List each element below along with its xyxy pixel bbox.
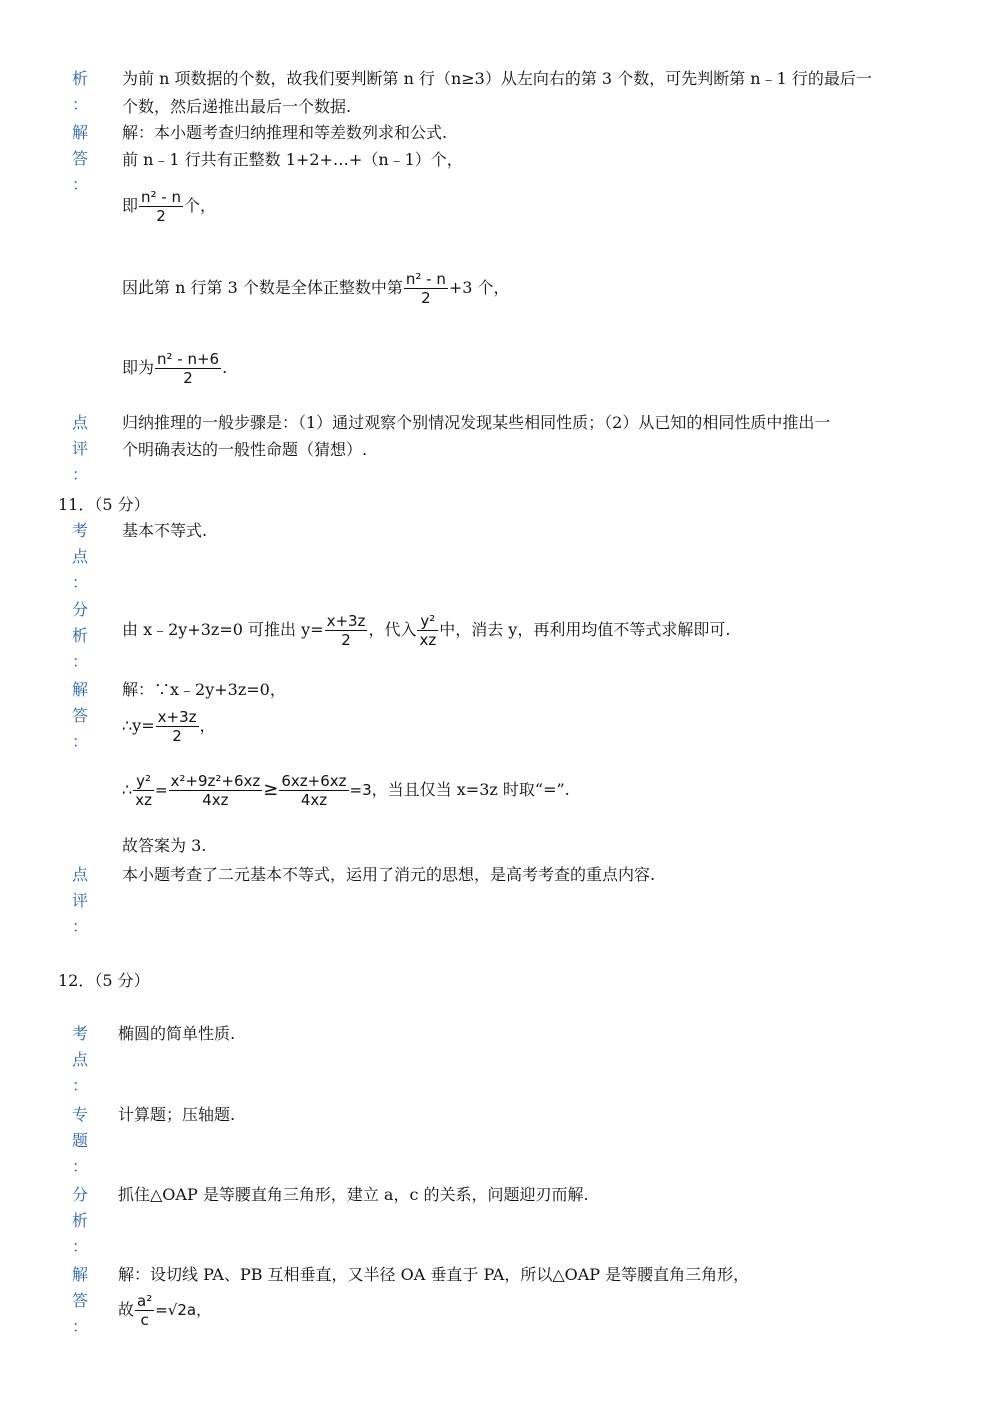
label-char: 分 [71,600,88,619]
fraction-denominator: 2 [183,369,193,387]
label-char: ： [71,95,88,114]
solution-label [70,120,90,198]
fraction-denominator: xz [419,631,437,649]
label-char: 评 [71,439,88,458]
fraction-numerator: y² [133,772,154,791]
q10-sol-line2: 前 n﹣1 行共有正整数 1+2+…+（n﹣1）个， [122,150,463,169]
text: +3 个， [448,278,510,297]
zhuanti-label [70,1102,90,1180]
kaodian-label [70,518,90,596]
fraction-numerator: n² - n+6 [157,350,220,368]
fraction [404,270,448,307]
fraction-numerator: y² [417,612,438,631]
label-char: 分 [71,1185,88,1204]
text: 中，消去 y，再利用均值不等式求解即可. [439,620,731,639]
fraction-denominator: 2 [172,727,182,745]
fraction-denominator: 2 [421,289,431,307]
label-char: 点 [71,865,88,884]
question-number: 12．（5 分） [58,971,150,990]
label-char: 析 [71,1211,88,1230]
q12-sol-line2 [118,1292,211,1329]
q12-analysis: 抓住△OAP 是等腰直角三角形，建立 a，c 的关系，问题迎刃而解. [118,1185,589,1204]
label-char: ： [71,1317,88,1336]
label-char: 解 [71,680,88,699]
q11-sol-line4: 故答案为 3. [122,836,207,855]
label-char: ： [71,573,88,592]
fraction-denominator: c [140,1311,149,1329]
question-number: 11．（5 分） [58,495,150,514]
text: 故 [118,1300,135,1319]
q10-sol-line3 [122,188,216,225]
q10-sol-line5 [122,350,227,387]
fraction [325,612,368,649]
q10-sol-line4 [122,270,510,307]
q10-comment-line1: 归纳推理的一般步骤是：（1）通过观察个别情况发现某些相同性质；（2）从已知的相同性质中推出一 [122,413,831,432]
label-char: 析 [71,69,88,88]
label-char: ： [71,1237,88,1256]
label-char: 点 [71,413,88,432]
q11-comment: 本小题考查了二元基本不等式，运用了消元的思想，是高考考查的重点内容. [122,865,656,884]
fraction-denominator: 2 [156,207,166,225]
text: ∴y= [122,716,155,735]
label-char: 析 [71,626,88,645]
fraction-numerator: 6xz+6xz [281,772,347,790]
label-char: 答 [71,149,88,168]
text: 个， [184,196,217,215]
text: ，代入 [368,620,417,639]
fraction [133,772,154,809]
analysis-label [70,66,90,118]
text: =3 [349,781,372,799]
fraction-denominator: 4xz [202,791,229,809]
analysis-label [70,597,90,675]
q10-sol-line1: 解：本小题考查归纳推理和等差数列求和公式. [122,123,448,142]
label-char: ： [71,1157,88,1176]
label-char: 点 [71,547,88,566]
label-char: ： [71,1076,88,1095]
text: ， [199,716,216,735]
fraction-numerator: x+3z [326,612,366,630]
label-char: 考 [71,1024,88,1043]
fraction-numerator: x²+9z²+6xz [170,772,261,790]
fraction-denominator: 4xz [300,791,328,809]
q12-sol-line1: 解：设切线 PA、PB 互相垂直，又半径 OA 垂直于 PA，所以△OAP 是等腰直角三角形， [118,1265,750,1284]
text: 由 x﹣2y+3z=0 可推出 y= [122,620,324,639]
text: 因此第 n 行第 3 个数是全体正整数中第 [122,278,403,297]
fraction [169,772,263,809]
fraction [139,188,183,225]
fraction-denominator: xz [135,791,152,809]
fraction [155,350,221,387]
label-char: 评 [71,891,88,910]
text: 即 [122,196,139,215]
comment-label [70,410,90,488]
q11-analysis [122,612,730,649]
label-char: 答 [71,1291,88,1310]
q12-kaodian: 椭圆的简单性质. [118,1024,236,1043]
label-char: ： [71,175,88,194]
fraction [135,1292,154,1329]
label-char: ： [71,652,88,671]
label-char: 题 [71,1131,88,1150]
label-char: 答 [71,706,88,725]
q11-sol-line3 [122,772,570,809]
fraction [156,708,199,745]
label-char: ： [71,917,88,936]
kaodian-label [70,1021,90,1099]
fraction [279,772,348,809]
label-char: ： [71,732,88,751]
q10-analysis-line1: 为前 n 项数据的个数，故我们要判断第 n 行（n≥3）从左向右的第 3 个数，可先判断第 n﹣1 行的最后一 [122,69,872,88]
q10-analysis-line2: 个数，然后递推出最后一个数据. [122,97,352,116]
text: =√2a， [155,1301,212,1319]
q11-kaodian: 基本不等式. [122,521,208,540]
fraction-denominator: 2 [341,631,351,649]
q11-sol-line1: 解：∵x﹣2y+3z=0， [122,680,286,699]
label-char: 点 [71,1050,88,1069]
fraction-numerator: x+3z [157,708,197,726]
text: = [154,781,168,799]
fraction [417,612,438,649]
label-char: 考 [71,521,88,540]
fraction-numerator: n² - n [141,188,181,206]
q12-zhuanti: 计算题；压轴题. [118,1105,236,1124]
solution-label [70,677,90,755]
label-char: 解 [71,123,88,142]
q10-comment-line2: 个明确表达的一般性命题（猜想）. [122,440,368,459]
fraction-numerator: n² - n [405,270,446,288]
q11-sol-line2 [122,708,216,745]
label-char: 专 [71,1105,88,1124]
text: . [222,358,228,377]
analysis-label [70,1182,90,1260]
text: ，当且仅当 x=3z 时取“=”. [371,780,570,799]
fraction-numerator: a² [137,1292,153,1310]
comment-label [70,862,90,940]
text: ≥ [263,779,279,800]
label-char: 解 [71,1265,88,1284]
text: ∴ [122,780,133,799]
label-char: ： [71,465,88,484]
text: 即为 [122,358,155,377]
solution-label [70,1262,90,1340]
